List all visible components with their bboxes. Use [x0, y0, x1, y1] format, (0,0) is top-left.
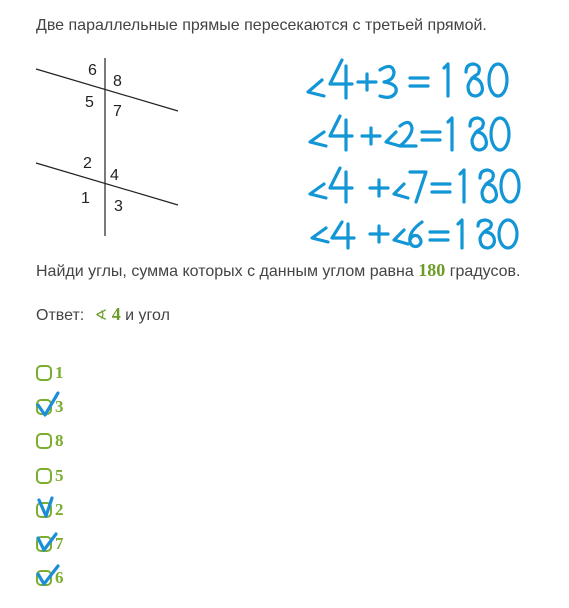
option-6[interactable] — [36, 566, 64, 590]
angle-label-3: 3 — [114, 198, 123, 215]
angle-label-1: 1 — [81, 190, 90, 207]
angle-label-6: 6 — [88, 62, 97, 79]
answer-angle-value: 4 — [111, 304, 121, 324]
answer-line — [36, 304, 170, 326]
angle-label-2: 2 — [83, 155, 92, 172]
handwritten-line-2 — [310, 116, 509, 150]
option-label: 3 — [55, 397, 64, 416]
option-label: 7 — [55, 534, 64, 553]
option-1[interactable] — [36, 361, 64, 385]
option-8[interactable] — [36, 429, 64, 453]
option-7[interactable] — [36, 532, 64, 556]
handwritten-line-1 — [308, 60, 507, 98]
option-label: 2 — [55, 500, 64, 519]
answer-suffix: и угол — [125, 307, 170, 324]
option-label: 8 — [55, 431, 64, 450]
checkmark-icon — [36, 391, 64, 419]
checkbox[interactable] — [36, 399, 52, 415]
option-5[interactable] — [36, 464, 64, 488]
checkmark-icon — [36, 494, 64, 522]
option-2[interactable] — [36, 498, 64, 522]
checkbox[interactable] — [36, 468, 52, 484]
checkmark-icon — [36, 562, 64, 590]
option-label: 6 — [55, 568, 64, 587]
handwritten-line-3 — [310, 168, 519, 202]
option-label: 1 — [55, 363, 64, 382]
checkbox[interactable] — [36, 365, 52, 381]
angle-label-4: 4 — [110, 167, 119, 184]
parallel-line-bottom — [36, 163, 178, 205]
angle-label-8: 8 — [113, 73, 122, 90]
question-suffix: градусов. — [449, 263, 521, 280]
problem-statement: Две параллельные прямые пересекаются с третьей прямой. — [36, 17, 487, 34]
checkbox[interactable] — [36, 570, 52, 586]
angle-symbol: ∢ — [94, 307, 108, 324]
option-3[interactable] — [36, 395, 64, 419]
angle-label-7: 7 — [113, 103, 122, 120]
answer-label: Ответ: — [36, 307, 85, 324]
question-text — [36, 260, 521, 282]
handwritten-notes — [300, 52, 540, 262]
question-value: 180 — [418, 260, 446, 280]
parallel-lines-diagram — [30, 50, 190, 245]
checkbox[interactable] — [36, 536, 52, 552]
checkbox[interactable] — [36, 502, 52, 518]
checkmark-icon — [36, 528, 64, 556]
handwritten-line-4 — [312, 220, 517, 248]
angle-label-5: 5 — [85, 94, 94, 111]
parallel-line-top — [36, 69, 178, 111]
option-label: 5 — [55, 466, 64, 485]
question-prefix: Найди углы, сумма которых с данным углом равна — [36, 263, 414, 280]
checkbox[interactable] — [36, 433, 52, 449]
